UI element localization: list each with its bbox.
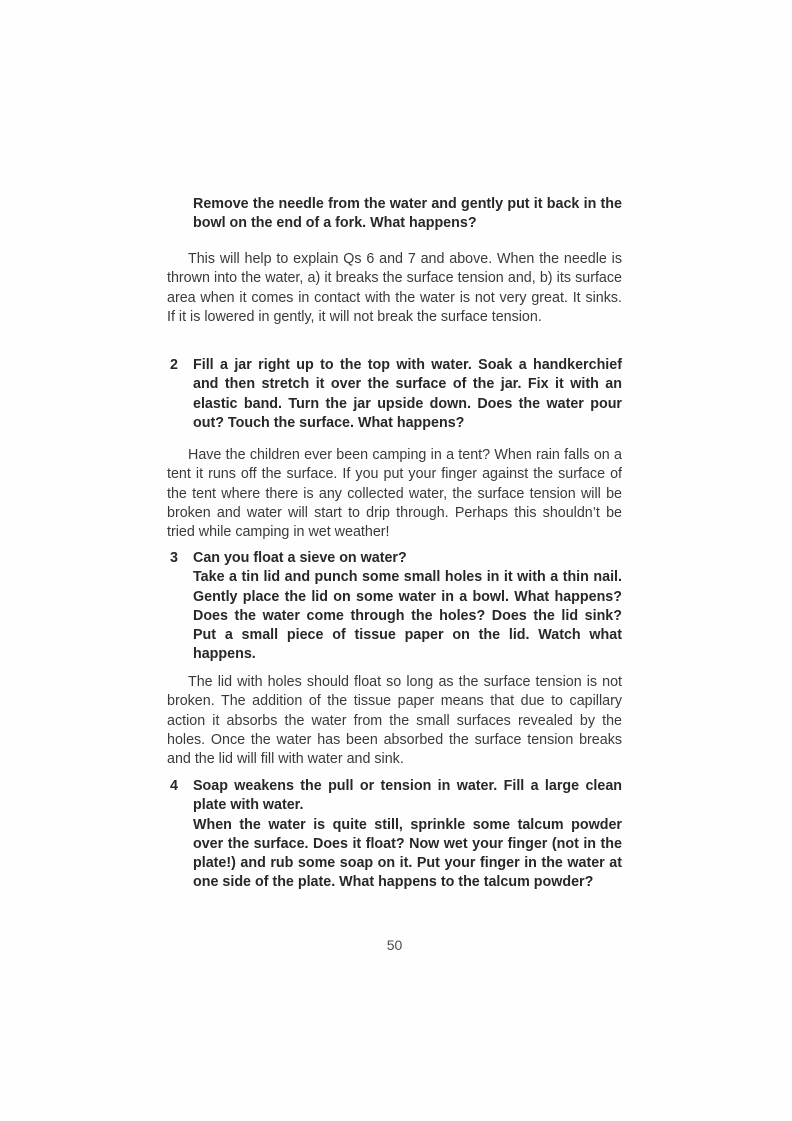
question-item-4	[167, 777, 622, 893]
answer-paragraph-3: The lid with holes should float so long as the surface tension is not broken. The addition of the tissue paper means that due to capillary action it absorbs the water from the small surfaces revealed by the holes. Once the water has been absorbed the surface tension breaks and the lid will fill with water and sink.	[167, 674, 622, 768]
item-question-3-line1: Can you float a sieve on water?	[193, 550, 407, 566]
question-item-2	[167, 356, 622, 433]
item-question-4-line1: Soap weakens the pull or tension in water. Fill a large clean plate with water.	[193, 778, 622, 814]
answer-paragraph-1: This will help to explain Qs 6 and 7 and above. When the needle is thrown into the water, a) it breaks the surface tension and, b) its surface area when it comes in contact with the water is not very great. It sinks. If it is lowered in gently, it will not break the surface tension.	[167, 251, 622, 325]
item-question-4-rest: When the water is quite still, sprinkle some talcum powder over the surface. Does it float? Now wet your finger (not in the plate!) and rub some soap on it. Put your finger in the water at one side of the plate. What happens to the talcum powder?	[193, 816, 622, 891]
question-item-3	[167, 549, 622, 665]
item-question-3-rest: Take a tin lid and punch some small holes in it with a thin nail. Gently place the lid on some water in a bowl. What happens? Does the water come through the holes? Does the lid sink? Put a small piece of tissue paper on the lid. Watch what happens.	[193, 569, 622, 663]
answer-paragraph-2: Have the children ever been camping in a tent? When rain falls on a tent it runs off the surface. If you put your finger against the surface of the tent where there is any collected water, the surface tension will be broken and water will start to drip through. Perhaps this shouldn’t be tried while camping in wet weather!	[167, 447, 622, 541]
item-question-2: Fill a jar right up to the top with water. Soak a handkerchief and then stretch it over the surface of the jar. Fix it with an elastic band. Turn the jar upside down. Does the water pour out? Touch the surface. What happens?	[193, 357, 622, 431]
page-number: 50	[386, 937, 403, 953]
intro-question: Remove the needle from the water and gently put it back in the bowl on the end of a fork. What happens?	[193, 196, 622, 232]
item-number-4: 4	[170, 778, 178, 794]
item-number-2: 2	[170, 357, 178, 373]
item-number-3: 3	[170, 550, 178, 566]
